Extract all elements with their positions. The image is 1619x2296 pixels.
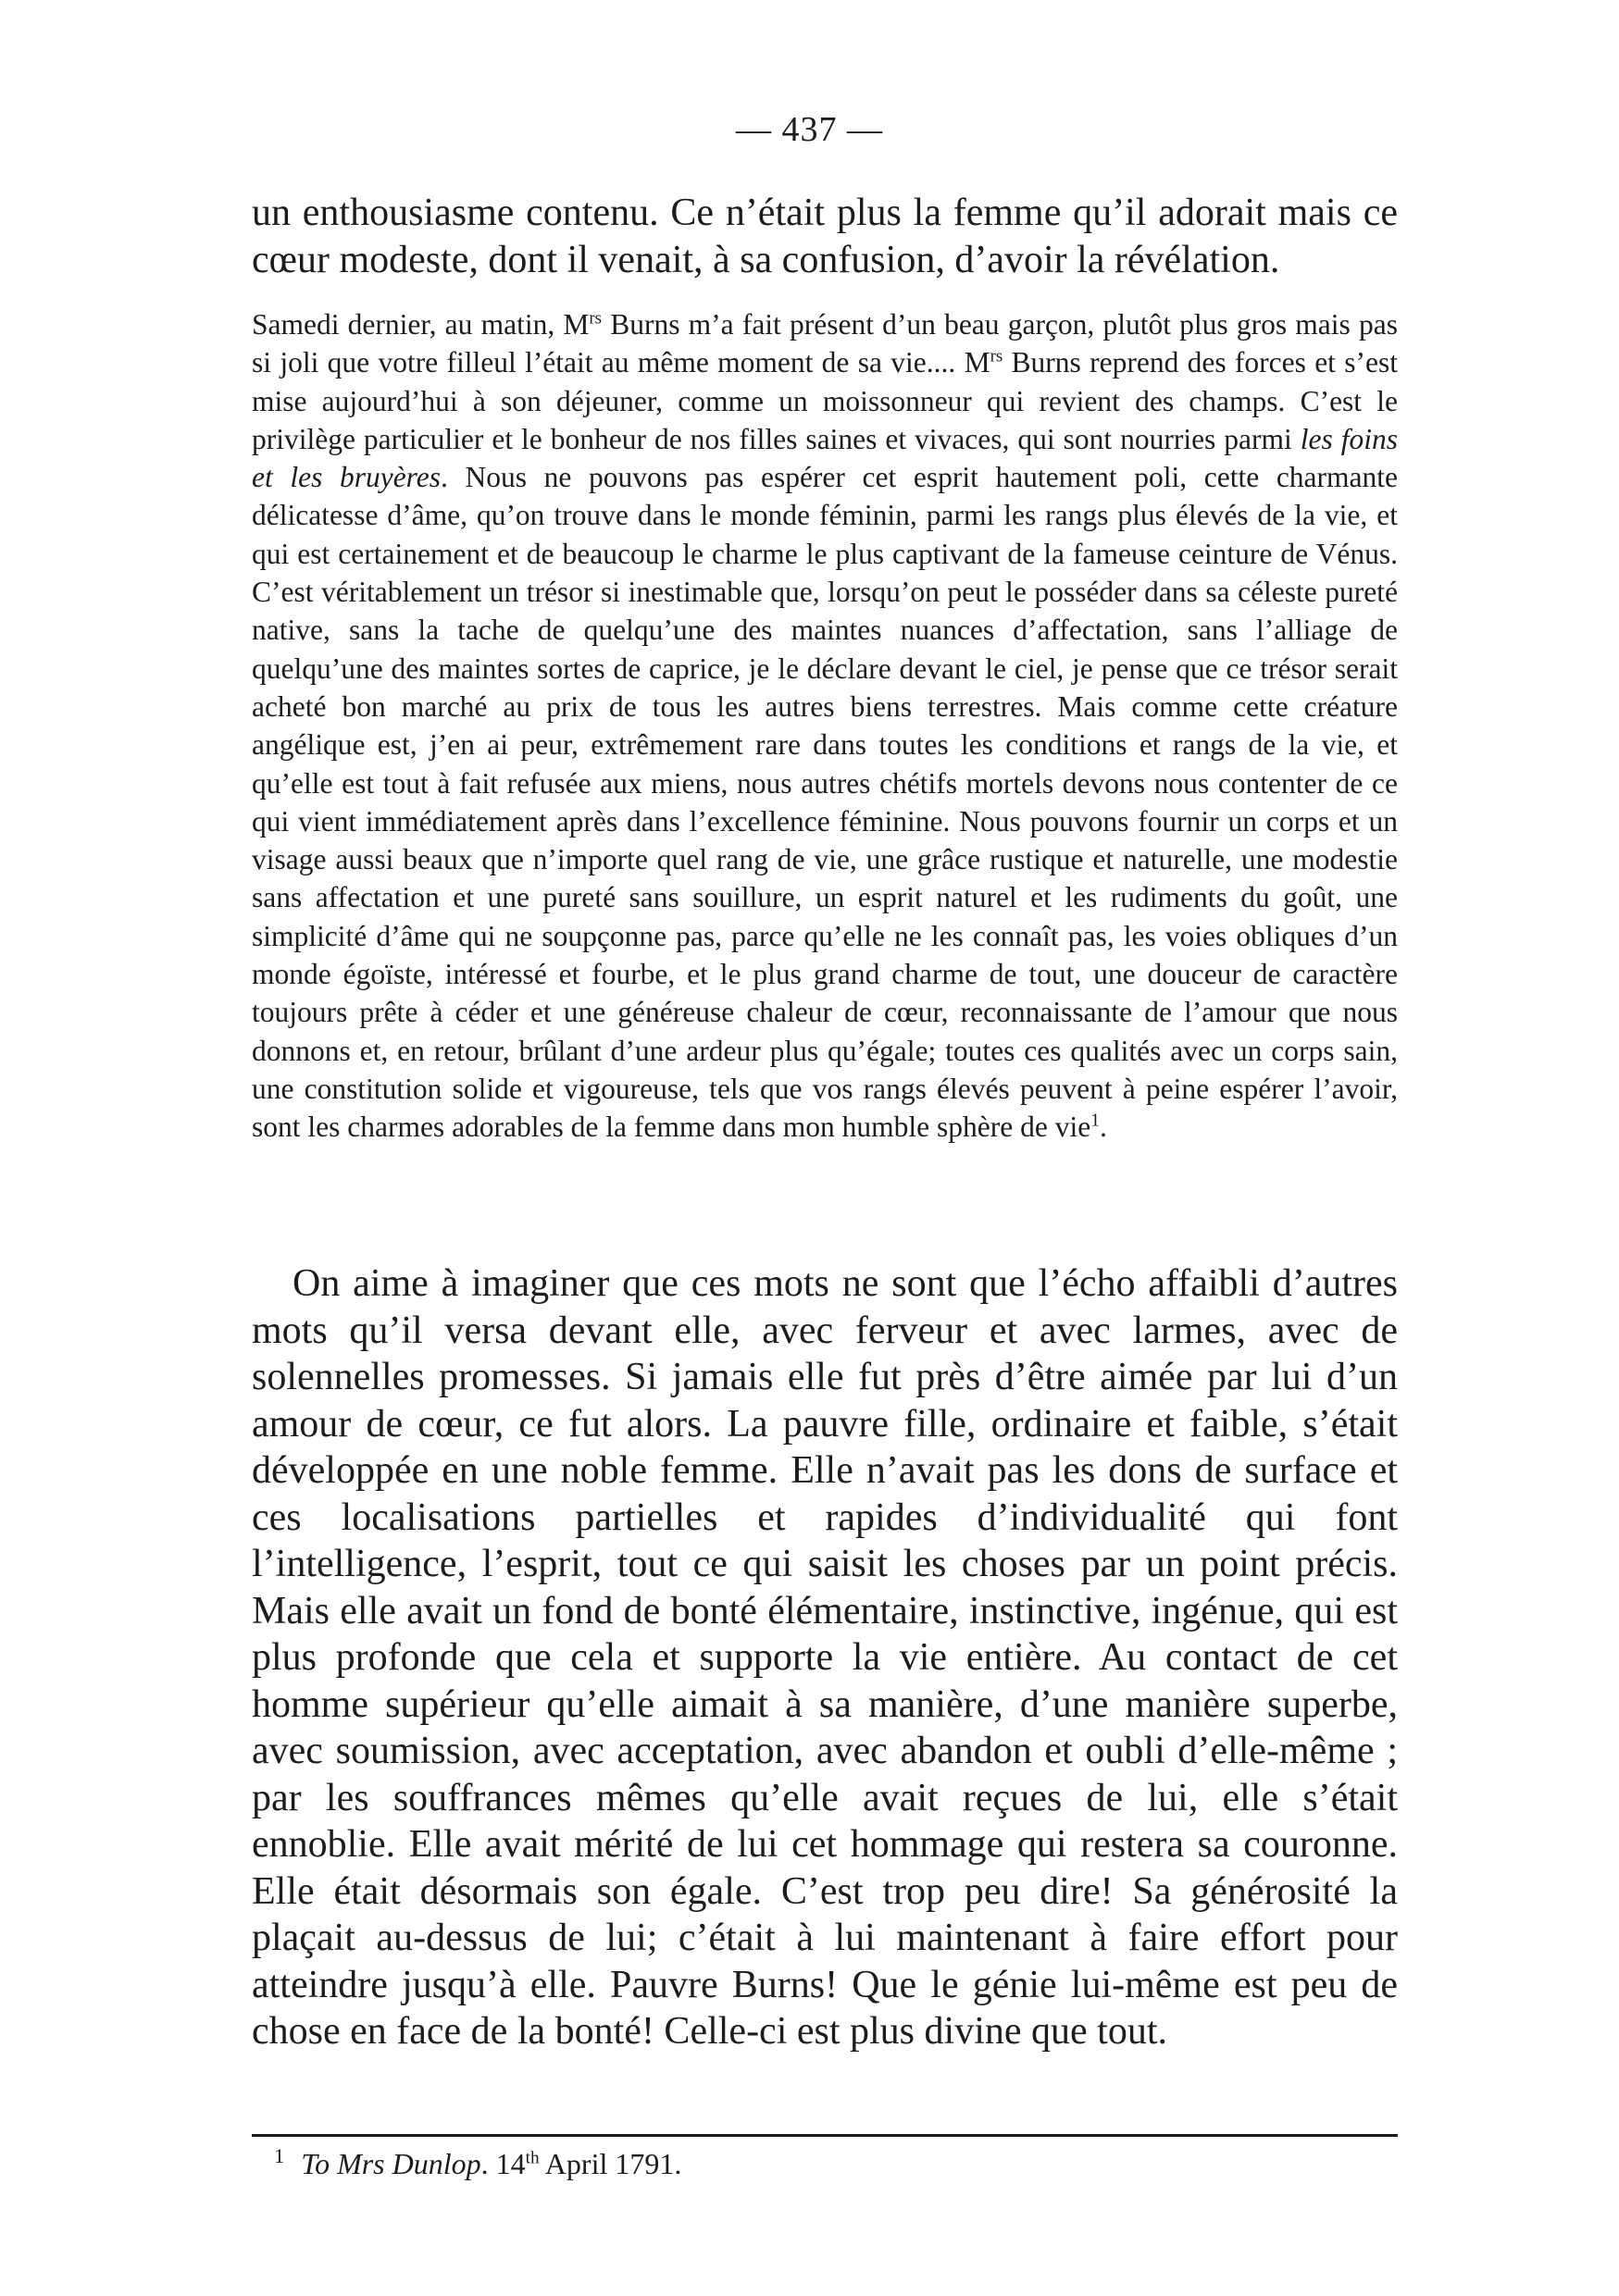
quoted-letter (252, 305, 1398, 1147)
quote-text-part-4: . Nous ne pouvons pas espérer cet esprit hautement poli, cette charmante délicatesse d’âme, qu’on trouve dans le monde féminin, parmi les rangs plus élevés de la vie, et qui est certainement et de beaucoup le charme le plus captivant de la fameuse ceinture de Vénus. C’est véritablement un trésor si inestimable que, lorsqu’on peut le posséder dans sa céleste pureté native, sans la tache de quelqu’une des maintes nuances d’affectation, sans l’alliage de quelqu’une des maintes sortes de caprice, je le déclare devant le ciel, je pense que ce trésor serait acheté bon marché au prix de tous les autres biens terrestres. Mais comme cette créature angélique est, j’en ai peur, extrêmement rare dans toutes les conditions et rangs de la vie, et qu’elle est tout à fait refusée aux miens, nous autres chétifs mortels devons nous contenter de ce qui vient immédiatement après dans l’excellence féminine. Nous pouvons fournir un corps et un visage aussi beaux que n’importe quel rang de vie, une grâce rustique et naturelle, une modestie sans affectation et une pureté sans souillure, un esprit naturel et les rudiments du goût, une simplicité d’âme qui ne soupçonne pas, parce qu’elle ne les connaît pas, les voies obliques d’un monde égoïste, intéressé et fourbe, et le plus grand charme de tout, une douceur de caractère toujours prête à céder et une généreuse chaleur de cœur, reconnaissante de l’amour que nous donnons et, en retour, brûlant d’une ardeur plus qu’égale; toutes ces qualités avec un corps sain, une constitution solide et vigoureuse, tels que vos rangs élevés peuvent à peine espérer l’avoir, sont les charmes adorables de la femme dans mon humble sphère de vie (252, 461, 1398, 1144)
quote-text-part-1: Samedi dernier, au matin, M (252, 308, 590, 341)
page-number: — 437 — (736, 110, 883, 149)
bottom-paragraph-block (252, 1260, 1398, 2055)
footnote-reference[interactable]: 1 (1090, 1111, 1100, 1131)
quote-italic-phrase: les foins et les bruyères (252, 422, 1398, 494)
footnote (274, 2143, 681, 2184)
footnote-date-rest: April 1791. (539, 2147, 682, 2180)
mrs-superscript-1: rs (589, 308, 603, 329)
footnote-divider (252, 2134, 1398, 2137)
top-paragraph: un enthousiasme contenu. Ce n’était plus la femme qu’il adorait mais ce cœur modeste, dont il venait, à sa confusion, d’avoir la révélation. (252, 192, 1398, 281)
footnote-date-day: . 14 (480, 2147, 526, 2180)
quote-end: . (1099, 1111, 1107, 1144)
top-paragraph-block (252, 190, 1398, 283)
quote-text-part-3: Burns reprend des forces et s’est mise aujourd’hui à son déjeuner, comme un moissonneur qui revient des champs. C’est le privilège particulier et le bonheur de nos filles saines et vivaces, qui sont nourries parmi (252, 346, 1398, 455)
footnote-recipient: To Mrs Dunlop (301, 2147, 481, 2180)
quote-text-part-2: Burns m’a fait présent d’un beau garçon, plutôt plus gros mais pas si joli que votre filleul l’était au même moment de sa vie.... M (252, 308, 1398, 379)
footnote-date-suffix: th (525, 2148, 540, 2168)
bottom-paragraph: On aime à imaginer que ces mots ne sont que l’écho affaibli d’autres mots qu’il versa devant elle, avec ferveur et avec larmes, avec de solennelles promesses. Si jamais elle fut près d’être aimée par lui d’un amour de cœur, ce fut alors. La pauvre fille, ordinaire et faible, s’était développée en une noble femme. Elle n’avait pas les dons de surface et ces localisations partielles et rapides d’individualité qui font l’intelligence, l’esprit, tout ce qui saisit les choses par un point précis. Mais elle avait un fond de bonté élémentaire, instinctive, ingénue, qui est plus profonde que cela et supporte la vie entière. Au contact de cet homme supérieur qu’elle aimait à sa manière, d’une manière superbe, avec soumission, avec acceptation, avec abandon et oubli d’elle-même ; par les souffrances mêmes qu’elle avait reçues de lui, elle s’était ennoblie. Elle avait mérité de lui cet hommage qui restera sa couronne. Elle était désormais son égale. C’est trop peu dire! Sa générosité la plaçait au-dessus de lui; c’était à lui maintenant à faire effort pour atteindre jusqu’à elle. Pauvre Burns! Que le génie lui-même est peu de chose en face de la bonté! Celle-ci est plus divine que tout. (252, 1262, 1398, 2053)
mrs-superscript-2: rs (990, 346, 1003, 366)
footnote-mark: 1 (274, 2144, 285, 2168)
